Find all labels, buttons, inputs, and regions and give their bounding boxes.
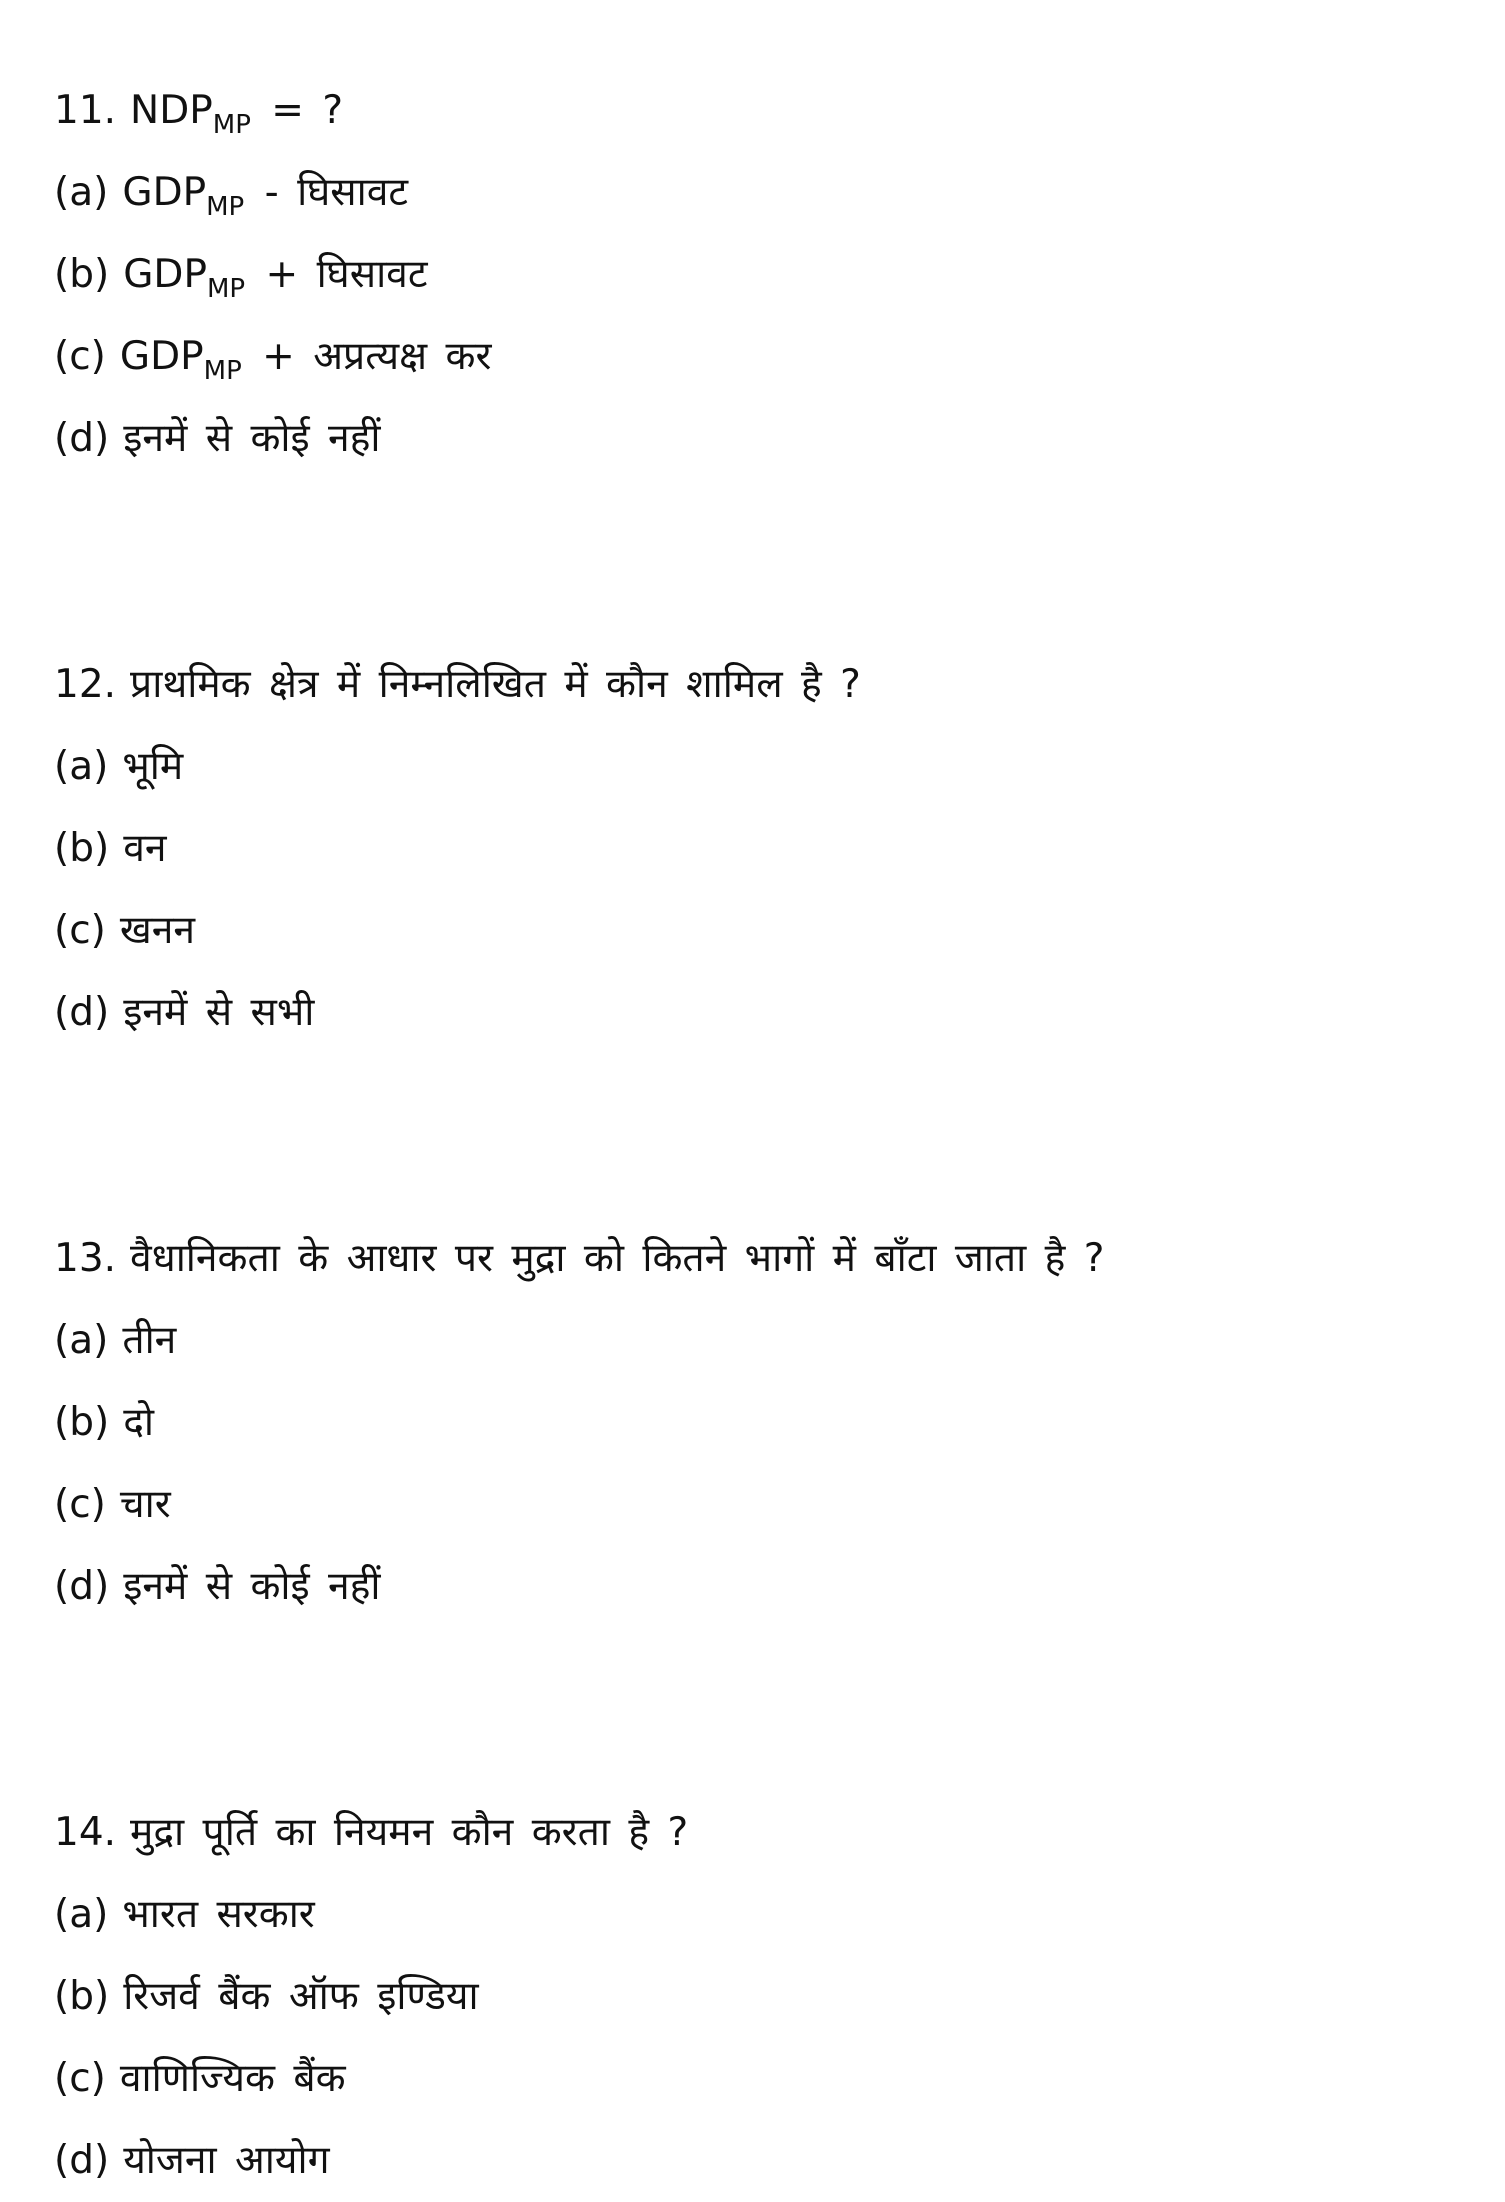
option-a [54,152,1465,234]
question-number: 11. [54,88,117,133]
question-12 [54,644,1465,1054]
option-text: खनन [119,908,196,953]
option-c [54,890,1465,972]
option-text: भूमि [122,744,184,789]
option-letter: (b) [54,826,110,871]
question-13 [54,1218,1465,1628]
option-letter: (c) [54,334,106,379]
question-body: प्राथमिक क्षेत्र में निम्नलिखित में कौन शामिल है ? [130,662,861,707]
option-main: GDP [122,170,207,215]
option-letter: (b) [54,1400,110,1445]
option-d [54,972,1465,1054]
option-rest: - घिसावट [246,170,409,215]
option-b [54,1956,1465,2038]
option-letter: (c) [54,2056,106,2101]
subscript: MP [206,192,245,222]
spacer [54,480,1465,644]
option-main: GDP [119,334,204,379]
option-letter: (d) [54,1564,110,1609]
option-text: तीन [122,1318,177,1363]
spacer [54,1054,1465,1218]
question-number: 14. [54,1810,117,1855]
option-b [54,808,1465,890]
question-body: मुद्रा पूर्ति का नियमन कौन करता है ? [130,1810,689,1855]
document-page [54,70,1465,2202]
spacer [54,1628,1465,1792]
option-text: रिजर्व बैंक ऑफ इण्डिया [123,1974,479,2019]
option-letter: (a) [54,1318,109,1363]
question-11 [54,70,1465,480]
option-c [54,316,1465,398]
option-c [54,1464,1465,1546]
option-letter: (d) [54,416,110,461]
option-rest: + घिसावट [247,252,428,297]
option-a [54,1874,1465,1956]
subscript: MP [212,110,251,140]
option-c [54,2038,1465,2120]
option-letter: (c) [54,908,106,953]
option-b [54,234,1465,316]
option-text: भारत सरकार [122,1892,315,1937]
question-body: वैधानिकता के आधार पर मुद्रा को कितने भागों में बाँटा जाता है ? [130,1236,1105,1281]
option-letter: (b) [54,1974,110,2019]
option-d [54,2120,1465,2202]
question-text-rest: = ? [252,88,344,133]
option-letter: (c) [54,1482,106,1527]
question-text [54,644,1465,726]
option-letter: (a) [54,1892,109,1937]
option-a [54,726,1465,808]
option-letter: (d) [54,990,110,1035]
option-d [54,398,1465,480]
option-text: इनमें से कोई नहीं [123,1564,381,1609]
subscript: MP [203,356,242,386]
option-b [54,1382,1465,1464]
option-letter: (a) [54,170,109,215]
option-letter: (b) [54,252,110,297]
option-text: दो [123,1400,154,1445]
option-text: वन [123,826,167,871]
option-a [54,1300,1465,1382]
option-rest: + अप्रत्यक्ष कर [243,334,492,379]
option-text: वाणिज्यिक बैंक [119,2056,346,2101]
option-text: चार [119,1482,171,1527]
option-letter: (d) [54,2138,110,2183]
question-text-main: NDP [130,88,213,133]
question-number: 13. [54,1236,117,1281]
question-text [54,1218,1465,1300]
question-text [54,70,1465,152]
option-text: योजना आयोग [123,2138,330,2183]
question-text [54,1792,1465,1874]
option-main: GDP [123,252,207,297]
subscript: MP [206,274,246,304]
option-text: इनमें से सभी [123,990,315,1035]
option-letter: (a) [54,744,109,789]
option-text: इनमें से कोई नहीं [123,416,381,461]
option-d [54,1546,1465,1628]
question-14 [54,1792,1465,2202]
question-number: 12. [54,662,117,707]
